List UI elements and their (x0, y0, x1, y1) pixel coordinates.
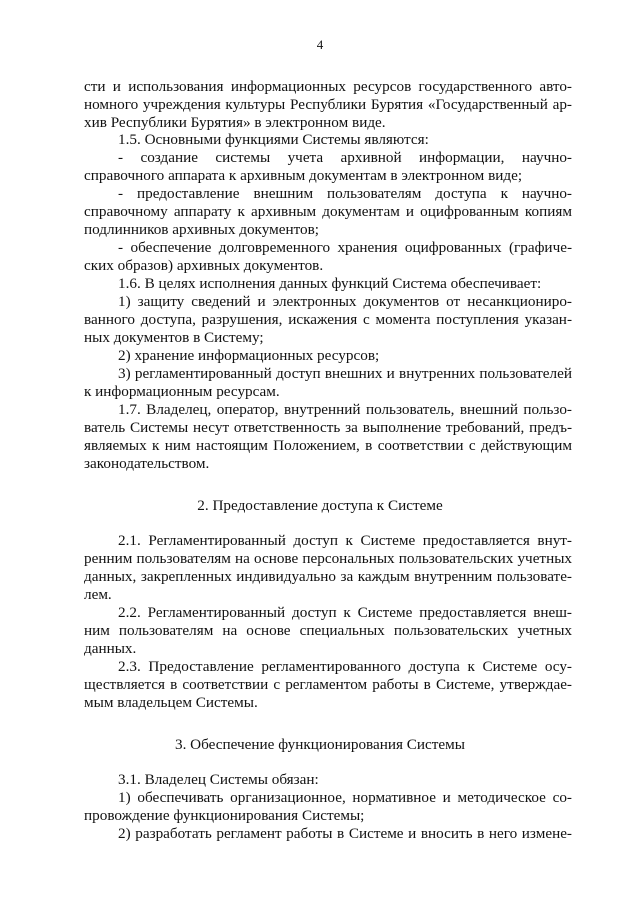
text-line: сти и использования информационных ресурсов государственного авто- (84, 78, 572, 95)
text-line: - предоставление внешним пользователям доступа к научно- (118, 185, 572, 202)
text-line: 1.5. Основными функциями Системы являются: (118, 131, 429, 148)
text-line: подлинников архивных документов; (84, 221, 319, 238)
text-line: 2.1. Регламентированный доступ к Системе предоставляется внут- (118, 532, 572, 549)
section-heading: 2. Предоставление доступа к Системе (197, 497, 443, 514)
text-line: к информационным ресурсам. (84, 383, 280, 400)
text-line: 1.6. В целях исполнения данных функций Система обеспечивает: (118, 275, 542, 292)
text-line: справочного аппарата к архивным документам в электронном виде; (84, 167, 523, 184)
text-line: ватель Системы несут ответственность за выполнение требований, предъ- (84, 419, 572, 436)
text-line: справочному аппарату к архивным документам и оцифрованным копиям (84, 203, 572, 220)
text-line: мым владельцем Системы. (84, 694, 258, 711)
text-line: хив Республики Бурятия» в электронном виде. (84, 114, 386, 131)
page-number: 4 (316, 37, 324, 52)
section-heading: 3. Обеспечение функционирования Системы (174, 736, 465, 753)
text-line: 2) разработать регламент работы в Системе и вносить в него измене- (118, 825, 572, 842)
text-line: - создание системы учета архивной информации, научно- (118, 149, 572, 166)
text-line: номного учреждения культуры Республики Бурятия «Государственный ар- (84, 96, 572, 113)
text-line: ществляется в соответствии с регламентом работы в Системе, утверждае- (84, 676, 572, 693)
text-line: 1.7. Владелец, оператор, внутренний пользователь, внешний пользо- (118, 401, 572, 418)
text-line: 1) обеспечивать организационное, нормативное и методическое со- (118, 789, 572, 806)
text-line: ним пользователям на основе специальных пользовательских учетных (84, 622, 572, 639)
text-line: являемых к ним настоящим Положением, в соответствии с действующим (84, 437, 572, 454)
text-line: 2.3. Предоставление регламентированного доступа к Системе осу- (118, 658, 572, 675)
text-line: ных документов в Систему; (84, 329, 264, 346)
text-line: 2) хранение информационных ресурсов; (118, 347, 380, 364)
text-line: 3.1. Владелец Системы обязан: (118, 771, 319, 788)
text-line: лем. (84, 586, 112, 603)
text-line: данных. (84, 640, 137, 657)
text-line: 3) регламентированный доступ внешних и внутренних пользователей (118, 365, 572, 382)
text-line: ренним пользователям на основе персональных пользовательских учетных (84, 550, 572, 567)
text-line: 2.2. Регламентированный доступ к Системе предоставляется внеш- (118, 604, 572, 621)
text-line: ванного доступа, разрушения, искажения с момента поступления указан- (84, 311, 572, 328)
text-line: данных, закрепленных индивидуально за каждым внутренним пользовате- (84, 568, 572, 585)
text-line: 1) защиту сведений и электронных документов от несанкциониро- (118, 293, 572, 310)
text-line: ских образов) архивных документов. (84, 257, 324, 274)
text-line: провождение функционирования Системы; (84, 807, 365, 824)
text-line: законодательством. (84, 455, 210, 472)
text-line: - обеспечение долговременного хранения оцифрованных (графиче- (118, 239, 572, 256)
